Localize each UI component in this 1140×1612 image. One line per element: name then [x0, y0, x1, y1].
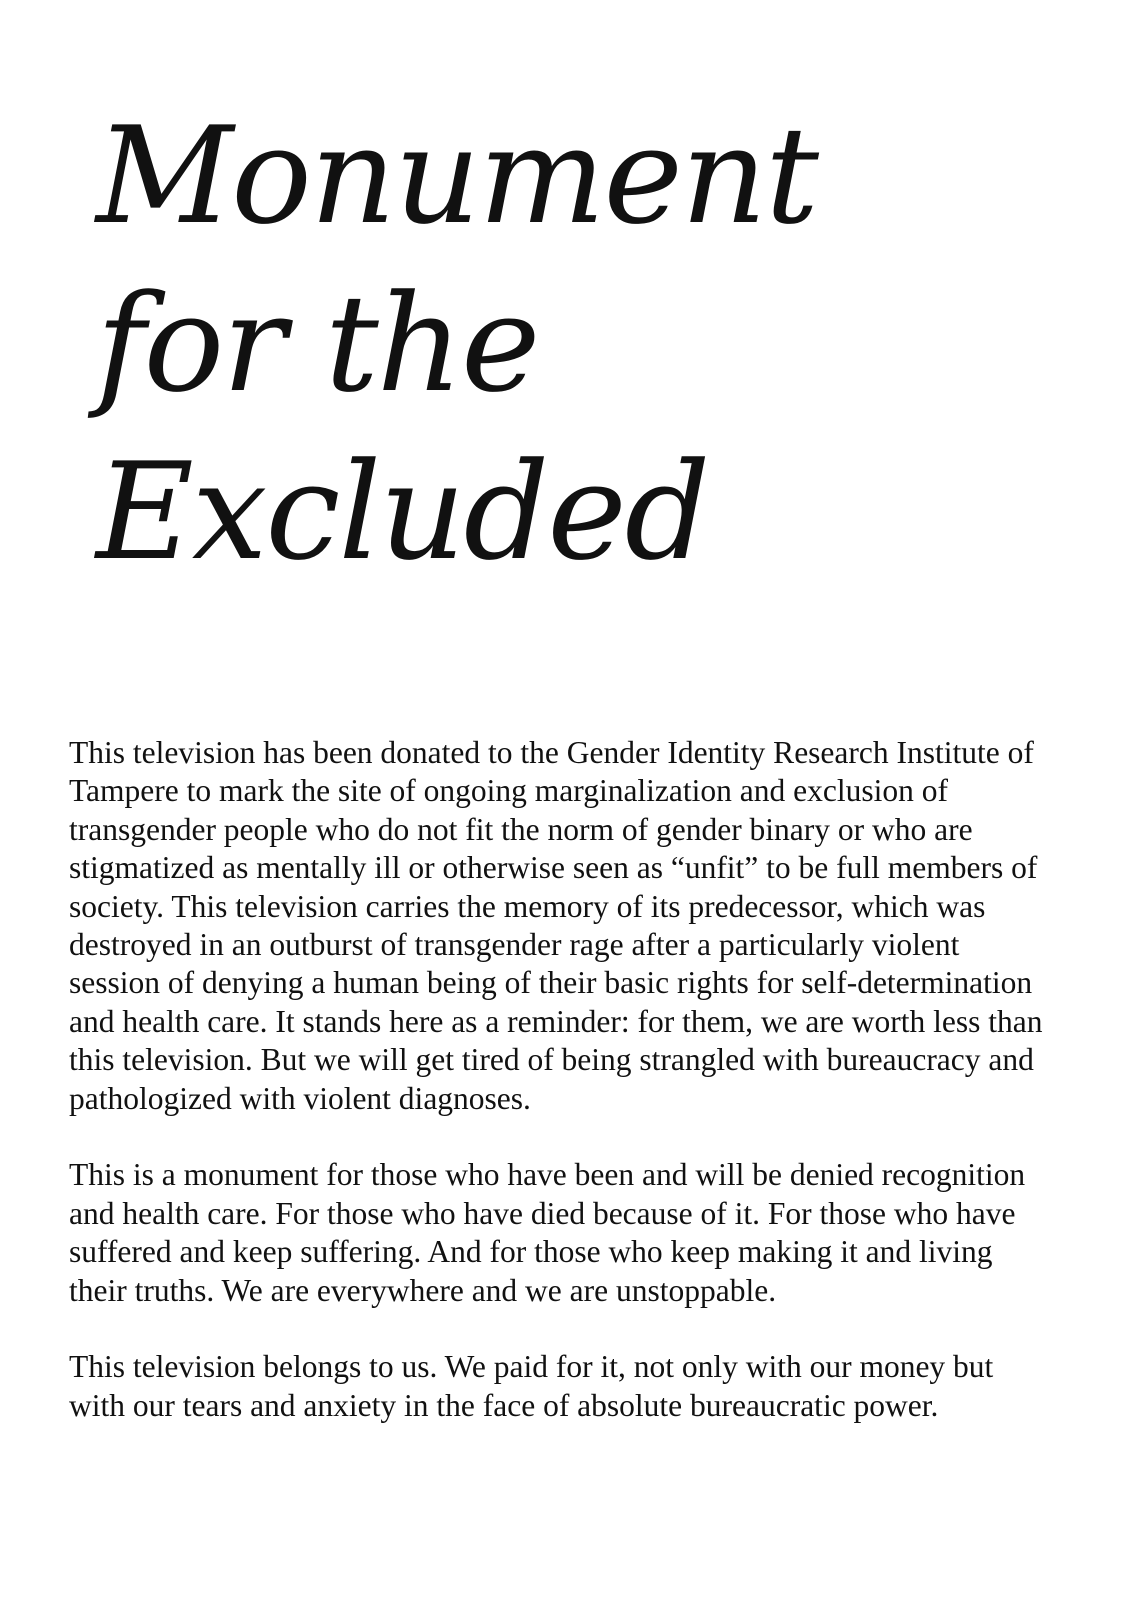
page-title: [96, 92, 817, 596]
text-line: with our tears and anxiety in the face of absolute bureaucratic power.: [69, 1387, 939, 1423]
text-line: and health care. It stands here as a reminder: for them, we are worth less than: [69, 1003, 1043, 1039]
text-line: suffered and keep suffering. And for those who keep making it and living: [69, 1234, 993, 1270]
text-line: their truths. We are everywhere and we are unstoppable.: [69, 1272, 777, 1308]
text-line: destroyed in an outburst of transgender rage after a particularly violent: [69, 927, 960, 963]
text-line: This television belongs to us. We paid for it, not only with our money but: [69, 1349, 994, 1385]
title-line-1: Monument: [96, 98, 817, 254]
text-line: session of denying a human being of their basic rights for self-determination: [69, 965, 1033, 1001]
text-line: Tampere to mark the site of ongoing marginalization and exclusion of: [69, 773, 948, 809]
text-line: this television. But we will get tired of being strangled with bureaucracy and: [69, 1042, 1034, 1078]
text-line: society. This television carries the memory of its predecessor, which was: [69, 888, 986, 924]
title-line-3: Excluded: [96, 434, 709, 590]
paragraph-2: [69, 1156, 1079, 1310]
text-line: pathologized with violent diagnoses.: [69, 1080, 531, 1116]
text-line: stigmatized as mentally ill or otherwise seen as “unfit” to be full members of: [69, 850, 1038, 886]
text-line: and health care. For those who have died because of it. For those who have: [69, 1195, 1016, 1231]
text-line: transgender people who do not fit the norm of gender binary or who are: [69, 811, 973, 847]
text-line: This television has been donated to the Gender Identity Research Institute of: [69, 735, 1034, 770]
paragraph-3: [69, 1348, 1079, 1425]
text-line: This is a monument for those who have been and will be denied recognition: [69, 1157, 1026, 1193]
title-line-2: for the: [96, 266, 539, 422]
body-text: [69, 734, 1079, 1464]
paragraph-1: [69, 734, 1079, 1118]
